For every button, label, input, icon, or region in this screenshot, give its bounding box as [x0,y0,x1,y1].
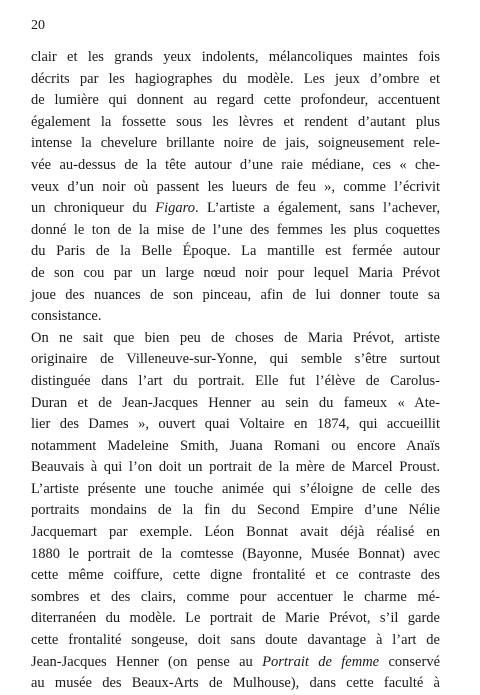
text-segment: cette même coiffure, cette digne frontalité et ce contraste des [31,567,440,584]
text-line [31,587,440,609]
text-line [31,349,440,371]
text-segment: décrits par les hagiographes du modèle. Les jeux d’ombre et [31,70,440,87]
text-line [31,652,440,674]
text-line [31,177,440,199]
text-line [31,155,440,177]
text-line [31,47,440,69]
text-segment: 1880 le portrait de la comtesse (Bayonne, Musée Bonnat) avec [31,545,440,562]
text-line [31,522,440,544]
text-segment: du Paris de la Belle Époque. La mantille est fermée autour [31,243,440,260]
text-line [31,436,440,458]
text-segment: cette frontalité songeuse, doit sans doute davantage à l’art de [31,632,440,649]
text-segment: consistance. [31,308,102,325]
text-segment: . L’artiste a également, sans l’achever, [195,200,441,217]
text-segment: lier des Dames », ouvert quai Voltaire en 1874, qui accueillit [31,416,440,433]
text-line [31,565,440,587]
text-segment: donné le ton de la mise de l’une des femmes les plus coquettes [31,221,440,238]
text-line [31,69,440,91]
italic-title: Portrait de femme [262,653,380,670]
text-segment: de son cou par un large nœud noir pour lequel Maria Prévot [31,264,440,281]
text-line [31,220,440,242]
text-segment: au musée des Beaux-Arts de Mulhouse), dans cette faculté à [31,675,440,692]
text-segment: conservé [379,653,441,670]
text-segment: sombres et des clairs, comme pour accentuer le charme mé- [31,588,440,605]
text-line [31,393,440,415]
text-segment: Duran et de Jean-Jacques Henner au sein du fameux « Ate- [31,394,440,411]
text-line [31,457,440,479]
text-segment: Beauvais à qui l’on doit un portrait de la mère de Marcel Proust. [31,459,440,476]
page-number: 20 [31,18,45,33]
text-line [31,133,440,155]
text-line [31,285,440,307]
text-line [31,112,440,134]
text-segment: L’artiste présente une touche animée qui s’éloigne de celle des [31,480,440,497]
text-segment: vée au-dessus de la tête autour d’une raie médiane, ces « che- [31,156,440,173]
italic-title: Figaro [155,200,196,217]
text-line [31,306,440,328]
text-line [31,241,440,263]
text-segment: diterranéen du modèle. Le portrait de Marie Prévot, s’il garde [31,610,440,627]
text-segment: Jacquemart par exemple. Léon Bonnat avait déjà réalisé en [31,524,440,541]
text-line [31,500,440,522]
text-segment: clair et les grands yeux indolents, mélancoliques maintes fois [31,49,440,65]
text-segment: Jean-Jacques Henner (on pense au [31,653,263,670]
text-segment: originaire de Villeneuve-sur-Yonne, qui semble s’être surtout [31,351,440,368]
text-line [31,414,440,436]
text-segment: de lumière qui donnent au regard cette profondeur, accentuent [31,92,440,109]
text-segment: également la fossette sous les lèvres et rendent d’autant plus [31,113,440,130]
text-line [31,198,440,220]
text-line [31,479,440,501]
text-line [31,328,440,350]
text-segment: On ne sait que bien peu de choses de Maria Prévot, artiste [31,329,440,346]
text-segment: un chroniqueur du [31,200,156,217]
text-line [31,544,440,566]
text-line [31,263,440,285]
text-segment: portraits mondains de la fin du Second Empire d’une Nélie [31,502,440,519]
text-line [31,630,440,652]
text-line [31,90,440,112]
text-segment: notamment Madeleine Smith, Juana Romani ou encore Anaïs [31,437,440,454]
text-segment: distinguée dans l’art du portrait. Elle fut l’élève de Carolus- [31,372,440,389]
text-line [31,608,440,630]
text-line [31,371,440,393]
body-text [31,47,440,695]
text-segment: veux d’un noir où passent les lueurs de feu », comme l’écrivit [31,178,440,195]
text-segment: intense la chevelure brillante noire de jais, soigneusement rele- [31,135,440,152]
text-line [31,673,440,695]
text-segment: joue des nuances de son pinceau, afin de lui donner toute sa [31,286,440,303]
